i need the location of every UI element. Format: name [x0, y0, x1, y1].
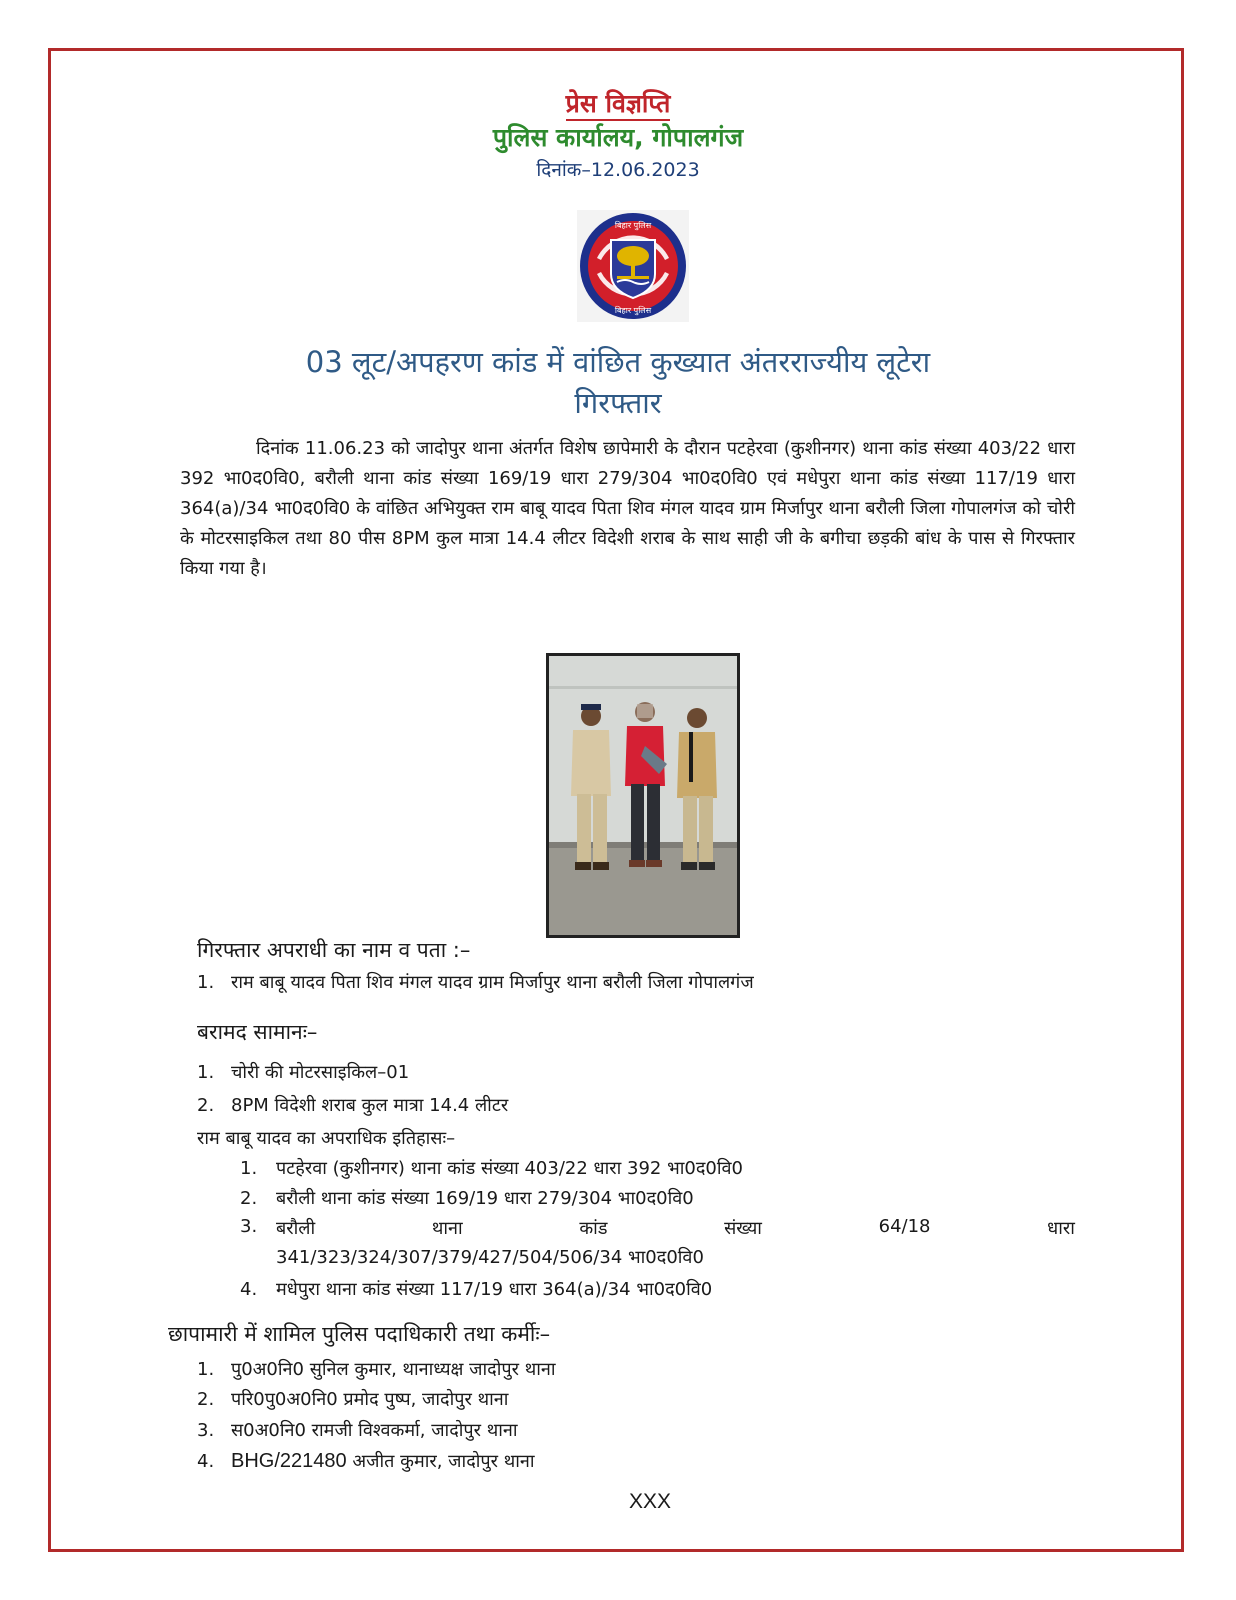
list-item: 2. परि0पु0अ0नि0 प्रमोद पुष्प, जादोपुर थाना: [197, 1389, 509, 1410]
office-name: पुलिस कार्यालय, गोपालगंज: [492, 123, 744, 152]
press-release-title: प्रेस विज्ञप्ति: [0, 86, 1236, 120]
list-item: 4. BHG/221480 अजीत कुमार, जादोपुर थाना: [197, 1450, 535, 1472]
list-item: 3. बरौली थाना कांड संख्या 64/18 धारा: [240, 1216, 1075, 1239]
list-item: 1. पु0अ0नि0 सुनिल कुमार, थानाध्यक्ष जादोपुर थाना: [197, 1359, 556, 1380]
footer-mark: XXX: [628, 1490, 672, 1513]
release-date: दिनांक–12.06.2023: [536, 159, 700, 181]
list-item: 2. 8PM विदेशी शराब कुल मात्रा 14.4 लीटर: [197, 1095, 509, 1116]
badge-number: BHG/221480: [231, 1450, 347, 1472]
list-item: 1. पटहेरवा (कुशीनगर) थाना कांड संख्या 403/22 धारा 392 भा0द0वि0: [240, 1158, 743, 1179]
list-item: 1. राम बाबू यादव पिता शिव मंगल यादव ग्राम मिर्जापुर थाना बरौली जिला गोपालगंज: [197, 972, 754, 993]
headline-line-2: गिरफ्तार: [574, 386, 662, 420]
person-officer-right: [677, 708, 717, 870]
list-item: 2. बरौली थाना कांड संख्या 169/19 धारा 279/304 भा0द0वि0: [240, 1188, 694, 1209]
arrest-photo: [546, 653, 740, 938]
list-item: 3. स0अ0नि0 रामजी विश्वकर्मा, जादोपुर थाना: [197, 1420, 518, 1441]
team-heading: छापामारी में शामिल पुलिस पदाधिकारी तथा कर्मीः–: [168, 1322, 551, 1346]
list-item: 4. मधेपुरा थाना कांड संख्या 117/19 धारा 364(a)/34 भा0द0वि0: [240, 1279, 713, 1300]
logo-bottom-text: बिहार पुलिस: [614, 306, 652, 315]
bihar-police-logo: [577, 210, 689, 322]
recovered-heading: बरामद सामानः–: [197, 1020, 318, 1044]
list-item-continuation: 341/323/324/307/379/427/504/506/34 भा0द0वि0: [276, 1247, 704, 1268]
logo-top-text: बिहार पुलिस: [614, 221, 652, 230]
headline-line-1: 03 लूट/अपहरण कांड में वांछित कुख्यात अंतरराज्यीय लूटेरा: [305, 345, 931, 379]
list-item: 1. चोरी की मोटरसाइकिल–01: [197, 1062, 410, 1083]
headline: [180, 342, 1056, 424]
history-heading: राम बाबू यादव का अपराधिक इतिहासः–: [197, 1128, 456, 1149]
body-paragraph: दिनांक 11.06.23 को जादोपुर थाना अंतर्गत विशेष छापेमारी के दौरान पटहेरवा (कुशीनगर) थाना कांड संख्या 403/22 धारा 392 भा0द0वि0, बरौली थाना कांड संख्या 169/19 धारा 279/304 भा0द0वि0 एवं मधेपुरा थाना कांड संख्या 117/19 धारा 364(a)/34 भा0द0वि0 के वांछित अभियुक्त राम बाबू यादव पिता शिव मंगल यादव ग्राम मिर्जापुर थाना बरौली जिला गोपालगंज को चोरी के मोटरसाइकिल तथा 80 पीस 8PM कुल मात्रा 14.4 लीटर विदेशी शराब के साथ साही जी के बगीचा छड़की बांध के पास से गिरफ्तार किया गया है।: [180, 438, 1075, 579]
arrested-heading: गिरफ्तार अपराधी का नाम व पता :–: [197, 938, 471, 962]
